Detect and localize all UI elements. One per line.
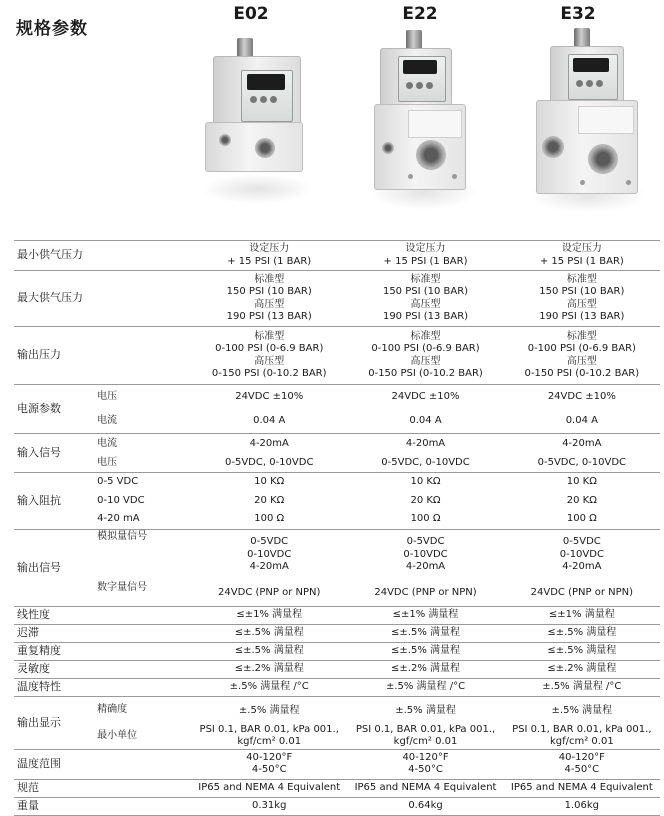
spec-value-line: 40-120°F [558, 752, 605, 764]
spec-value-e22 [347, 624, 503, 642]
spec-value-line: 0-150 PSI (0-10.2 BAR) [368, 367, 483, 379]
spec-value-line: 4-20mA [562, 438, 602, 449]
spec-value-e02 [191, 642, 347, 660]
spec-value-e32 [504, 529, 660, 606]
spec-value-e02 [191, 660, 347, 678]
spec-value-e22 [347, 797, 503, 815]
spec-sub-label: 4-20 mA [97, 513, 140, 525]
spec-sub-labels [97, 434, 191, 473]
spec-value-e32 [504, 434, 660, 473]
spec-value-line: 高压型 [566, 355, 597, 367]
spec-value-e22 [347, 660, 503, 678]
model-e22-heading: E22 [402, 4, 438, 24]
spec-value-line: ≤±.5% 满量程 [234, 627, 304, 639]
spec-value-line: 24VDC (PNP or NPN) [374, 587, 477, 599]
spec-value-line: 高压型 [410, 298, 441, 310]
spec-value-e02 [191, 271, 347, 327]
spec-value-e32 [504, 624, 660, 642]
spec-value-e02 [191, 797, 347, 815]
spec-value-e02 [191, 696, 347, 749]
spec-value-line: ≤±.5% 满量程 [547, 645, 617, 657]
spec-sub-label: 电流 [97, 415, 118, 426]
product-image-e02 [195, 34, 315, 224]
spec-row [14, 241, 660, 271]
spec-value-e32 [504, 473, 660, 530]
spec-value-e02 [191, 241, 347, 271]
spec-value-line: 0-10VDC [247, 548, 292, 560]
spec-value-e22 [347, 696, 503, 749]
spec-value-e22 [347, 241, 503, 271]
spec-sub-labels [97, 473, 191, 530]
spec-value-line: 标准型 [254, 330, 285, 342]
spec-row [14, 660, 660, 678]
spec-value-line: 100 Ω [254, 513, 285, 525]
spec-row [14, 797, 660, 815]
spec-value-line: 40-120°F [402, 752, 449, 764]
spec-value-line: 24VDC ±10% [391, 391, 460, 402]
spec-value-line: 标准型 [254, 273, 285, 285]
spec-value-line: 190 PSI (13 BAR) [226, 310, 312, 322]
spec-value-line: 0-5VDC [562, 536, 601, 548]
spec-value-line: 0-150 PSI (0-10.2 BAR) [524, 367, 640, 379]
spec-name: 迟滞 [14, 624, 97, 642]
spec-sub-labels [97, 642, 191, 660]
spec-row [14, 749, 660, 779]
spec-name: 输出信号 [14, 529, 97, 606]
spec-value-line: 10 KΩ [410, 476, 441, 487]
spec-value-line: 标准型 [566, 330, 597, 342]
spec-value-line: 0.04 A [409, 415, 442, 426]
spec-value-line: 设定压力 [405, 243, 446, 255]
spec-value-line: 4-20mA [405, 560, 446, 572]
spec-sub-label: 0-10 VDC [97, 494, 145, 506]
spec-sub-labels [97, 241, 191, 271]
spec-value-line: 24VDC (PNP or NPN) [530, 587, 634, 599]
spec-value-e32 [504, 241, 660, 271]
spec-value-e22 [347, 473, 503, 530]
spec-value-line: PSI 0.1, BAR 0.01, kPa 001., kgf/cm² 0.01 [512, 723, 652, 747]
spec-row [14, 606, 660, 624]
spec-value-e22 [347, 642, 503, 660]
spec-value-e22 [347, 434, 503, 473]
spec-value-line: 100 Ω [566, 513, 597, 525]
spec-sub-label: 电压 [97, 391, 118, 402]
spec-row [14, 678, 660, 696]
spec-name: 输入信号 [14, 434, 97, 473]
spec-value-line: 0-5VDC, 0-10VDC [537, 457, 627, 468]
spec-value-line: 150 PSI (10 BAR) [539, 286, 625, 298]
spec-name: 重量 [14, 797, 97, 815]
spec-name: 输出压力 [14, 327, 97, 385]
spec-sub-label: 模拟量信号 [97, 530, 148, 542]
spec-value-e02 [191, 529, 347, 606]
spec-value-line: PSI 0.1, BAR 0.01, kPa 001., kgf/cm² 0.01 [355, 723, 496, 747]
spec-sub-labels [97, 660, 191, 678]
spec-sub-labels [97, 678, 191, 696]
spec-name: 灵敏度 [14, 660, 97, 678]
spec-sub-label: 数字量信号 [97, 581, 148, 593]
spec-value-e22 [347, 678, 503, 696]
spec-sub-labels [97, 606, 191, 624]
spec-value-line: ≤±.5% 满量程 [391, 645, 461, 657]
spec-value-e32 [504, 678, 660, 696]
spec-name: 重复精度 [14, 642, 97, 660]
spec-value-line: 150 PSI (10 BAR) [382, 286, 469, 298]
spec-value-line: 0-5VDC [250, 536, 289, 548]
spec-value-e02 [191, 678, 347, 696]
spec-value-line: ≤±.2% 满量程 [391, 663, 461, 675]
spec-value-line: ≤±1% 满量程 [236, 609, 303, 621]
spec-value-line: 高压型 [410, 355, 441, 367]
spec-sub-label: 精确度 [97, 703, 128, 715]
spec-value-line: ≤±.5% 满量程 [234, 645, 304, 657]
spec-value-line: 4-50°C [251, 764, 287, 776]
spec-value-line: ≤±1% 满量程 [392, 609, 459, 621]
spec-name: 温度范围 [14, 749, 97, 779]
spec-value-line: IP65 and NEMA 4 Equivalent [510, 782, 653, 794]
spec-value-e32 [504, 385, 660, 434]
spec-value-e02 [191, 327, 347, 385]
spec-value-line: 24VDC ±10% [547, 391, 616, 402]
spec-value-e32 [504, 696, 660, 749]
spec-value-line: 4-50°C [408, 764, 443, 776]
spec-value-e32 [504, 797, 660, 815]
spec-value-e22 [347, 779, 503, 797]
spec-value-line: 0.31kg [252, 800, 287, 812]
spec-row [14, 327, 660, 385]
spec-value-line: ≤±1% 满量程 [548, 609, 615, 621]
spec-sub-labels [97, 696, 191, 749]
spec-value-line: ≤±.2% 满量程 [234, 663, 304, 675]
spec-value-line: 高压型 [566, 298, 597, 310]
spec-value-line: 0-100 PSI (0-6.9 BAR) [371, 343, 480, 355]
spec-value-line: 20 KΩ [410, 494, 441, 506]
product-image-e32 [528, 28, 648, 233]
spec-value-line: 24VDC ±10% [235, 391, 304, 402]
spec-value-line: 150 PSI (10 BAR) [226, 286, 312, 298]
spec-value-line: + 15 PSI (1 BAR) [539, 255, 624, 267]
spec-row [14, 696, 660, 749]
spec-value-line: 0-100 PSI (0-6.9 BAR) [527, 343, 636, 355]
spec-value-line: ±.5% 满量程 [395, 704, 456, 716]
spec-sub-label: 电压 [97, 457, 118, 468]
spec-sub-labels [97, 529, 191, 606]
spec-value-e32 [504, 271, 660, 327]
spec-sub-labels [97, 271, 191, 327]
spec-value-line: 0-5VDC, 0-10VDC [225, 457, 314, 468]
spec-value-e22 [347, 606, 503, 624]
spec-sub-label: 电流 [97, 438, 118, 449]
spec-value-line: 4-20mA [562, 560, 602, 572]
spec-name: 最大供气压力 [14, 271, 97, 327]
spec-value-line: 20 KΩ [566, 494, 597, 506]
spec-value-line: IP65 and NEMA 4 Equivalent [198, 782, 341, 794]
spec-row [14, 779, 660, 797]
spec-value-e02 [191, 385, 347, 434]
spec-value-line: 0.64kg [408, 800, 443, 812]
spec-value-line: ≤±.5% 满量程 [391, 627, 461, 639]
spec-row [14, 642, 660, 660]
spec-value-line: + 15 PSI (1 BAR) [227, 255, 312, 267]
spec-value-line: 4-20mA [405, 438, 446, 449]
spec-value-e02 [191, 434, 347, 473]
spec-value-line: ±.5% 满量程 /°C [229, 681, 309, 693]
page-title: 规格参数 [16, 19, 88, 39]
spec-value-line: PSI 0.1, BAR 0.01, kPa 001., kgf/cm² 0.01 [199, 723, 339, 747]
spec-value-e32 [504, 642, 660, 660]
product-image-e22 [368, 30, 478, 230]
spec-value-e32 [504, 660, 660, 678]
spec-value-line: 标准型 [566, 273, 597, 285]
spec-name: 输出显示 [14, 696, 97, 749]
spec-value-line: 标准型 [410, 330, 441, 342]
spec-value-line: 20 KΩ [254, 494, 285, 506]
spec-value-line: 1.06kg [564, 800, 600, 812]
spec-value-line: ≤±.5% 满量程 [547, 627, 617, 639]
spec-value-line: 设定压力 [249, 243, 290, 255]
spec-name: 最小供气压力 [14, 241, 97, 271]
spec-name: 线性度 [14, 606, 97, 624]
spec-sub-labels [97, 797, 191, 815]
spec-sub-labels [97, 385, 191, 434]
spec-value-e22 [347, 749, 503, 779]
spec-value-line: 0-150 PSI (0-10.2 BAR) [211, 367, 327, 379]
spec-value-line: 0-10VDC [559, 548, 604, 560]
spec-value-e32 [504, 606, 660, 624]
spec-value-line: 4-20mA [249, 438, 289, 449]
spec-value-line: 4-50°C [564, 764, 600, 776]
spec-sub-labels [97, 327, 191, 385]
spec-value-line: 设定压力 [561, 243, 602, 255]
spec-value-line: 0.04 A [253, 415, 286, 426]
spec-sub-labels [97, 779, 191, 797]
spec-value-line: 190 PSI (13 BAR) [539, 310, 625, 322]
spec-row [14, 271, 660, 327]
spec-value-e22 [347, 271, 503, 327]
spec-row [14, 434, 660, 473]
model-e32-heading: E32 [560, 4, 596, 24]
spec-sub-labels [97, 749, 191, 779]
spec-value-e02 [191, 473, 347, 530]
spec-name: 电源参数 [14, 385, 97, 434]
spec-value-e02 [191, 779, 347, 797]
spec-value-line: 高压型 [254, 298, 285, 310]
spec-value-line: 0-100 PSI (0-6.9 BAR) [215, 343, 324, 355]
spec-value-line: 0-5VDC, 0-10VDC [381, 457, 470, 468]
spec-row [14, 529, 660, 606]
spec-value-line: 10 KΩ [566, 476, 597, 487]
spec-value-line: ±.5% 满量程 /°C [542, 681, 622, 693]
spec-value-e02 [191, 749, 347, 779]
spec-table [14, 240, 660, 816]
spec-value-e32 [504, 327, 660, 385]
spec-value-e02 [191, 624, 347, 642]
spec-sub-label: 最小单位 [97, 729, 138, 741]
spec-value-line: 0-5VDC [406, 536, 445, 548]
spec-value-line: 标准型 [410, 273, 441, 285]
spec-name: 输入阻抗 [14, 473, 97, 530]
spec-value-line: 0.04 A [565, 415, 598, 426]
spec-sub-label: 0-5 VDC [97, 476, 139, 487]
spec-row [14, 624, 660, 642]
spec-value-line: + 15 PSI (1 BAR) [383, 255, 468, 267]
spec-value-line: 10 KΩ [254, 476, 285, 487]
spec-value-e22 [347, 529, 503, 606]
spec-row [14, 385, 660, 434]
spec-name: 规范 [14, 779, 97, 797]
spec-value-line: IP65 and NEMA 4 Equivalent [354, 782, 497, 794]
spec-value-line: 100 Ω [410, 513, 441, 525]
spec-value-line: 190 PSI (13 BAR) [382, 310, 469, 322]
spec-value-line: 24VDC (PNP or NPN) [218, 587, 321, 599]
spec-value-e32 [504, 749, 660, 779]
spec-value-line: ±.5% 满量程 [551, 704, 613, 716]
spec-value-e22 [347, 327, 503, 385]
model-e02-heading: E02 [233, 4, 269, 24]
spec-sub-labels [97, 624, 191, 642]
spec-value-line: 4-20mA [249, 560, 289, 572]
spec-value-line: 0-10VDC [403, 548, 448, 560]
spec-row [14, 473, 660, 530]
spec-value-line: ≤±.2% 满量程 [547, 663, 617, 675]
spec-value-e32 [504, 779, 660, 797]
spec-value-line: ±.5% 满量程 /°C [385, 681, 466, 693]
spec-name: 温度特性 [14, 678, 97, 696]
spec-value-e22 [347, 385, 503, 434]
spec-value-line: 高压型 [254, 355, 285, 367]
spec-value-line: ±.5% 满量程 [238, 704, 300, 716]
spec-value-line: 40-120°F [246, 752, 293, 764]
spec-value-e02 [191, 606, 347, 624]
